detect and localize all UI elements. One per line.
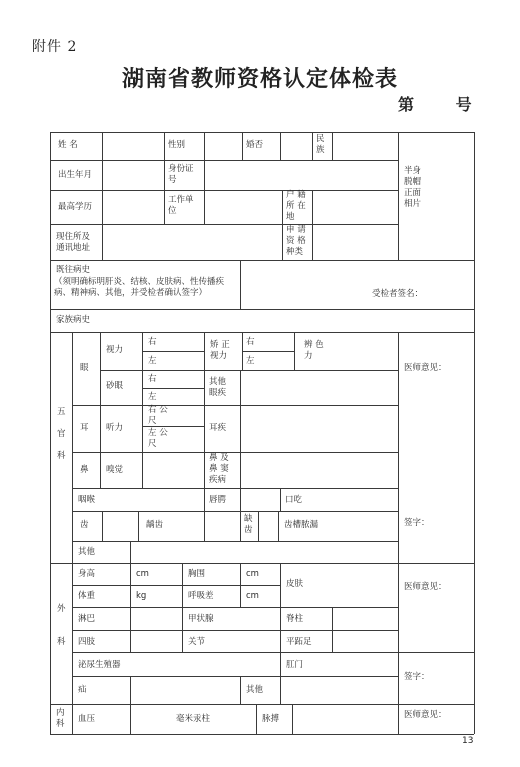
label-caries: 龋齿 [146, 520, 164, 530]
grid-line [72, 541, 398, 542]
label-doctor-opinion-facial: 医师意见： [404, 363, 447, 373]
grid-line [204, 488, 205, 511]
grid-line [240, 563, 241, 607]
grid-line [240, 452, 241, 488]
section-surgery: 外 科 [57, 604, 66, 647]
grid-line [50, 734, 474, 735]
grid-line [142, 452, 143, 488]
label-missing-teeth: 缺 齿 [244, 514, 253, 535]
grid-line [204, 511, 205, 541]
grid-line [240, 488, 241, 511]
grid-line [398, 332, 399, 734]
label-right: 右 [148, 337, 157, 347]
grid-line [282, 190, 283, 260]
label-skin: 皮肤 [286, 579, 304, 589]
label-pulse: 脉搏 [262, 714, 280, 724]
grid-line [100, 452, 101, 488]
label-photo: 半身 脱帽 正面 相片 [404, 166, 422, 209]
label-education: 最高学历 [58, 202, 93, 212]
label-breath-diff: 呼吸差 [188, 591, 214, 601]
grid-line [130, 563, 131, 652]
label-doctor-opinion-surgery: 医师意见： [404, 582, 447, 592]
label-throat: 咽喉 [78, 495, 96, 505]
label-limbs: 四肢 [78, 637, 96, 647]
grid-line [240, 511, 241, 541]
grid-line [398, 132, 399, 260]
label-anus: 肛门 [286, 660, 304, 670]
grid-line [204, 332, 205, 452]
label-household: 户 籍 所 在 地 [286, 190, 306, 222]
grid-line [72, 405, 398, 406]
grid-line [142, 388, 204, 389]
grid-line [240, 260, 241, 309]
label-lymph: 淋巴 [78, 614, 96, 624]
grid-line [72, 585, 280, 586]
label-smell: 嗅觉 [106, 465, 124, 475]
grid-line [292, 704, 293, 734]
label-joints: 关节 [188, 637, 206, 647]
label-past-history: 既往病史 [56, 265, 91, 275]
grid-line [256, 704, 257, 734]
grid-line [50, 332, 474, 333]
grid-line [278, 511, 279, 541]
grid-line [72, 630, 398, 631]
label-left: 左 [148, 356, 157, 366]
grid-line [312, 132, 313, 160]
grid-line [130, 676, 131, 704]
grid-line [72, 488, 398, 489]
grid-line [50, 132, 51, 734]
grid-line [50, 309, 474, 310]
grid-line [50, 132, 474, 133]
label-gender: 性别 [168, 140, 186, 150]
label-chest: 胸围 [188, 569, 206, 579]
grid-line [130, 704, 131, 734]
label-weight: 体重 [78, 591, 96, 601]
serial-number-label: 第 号 [398, 95, 490, 114]
past-history-note: （须明确标明肝炎、结核、皮肤病、性传播疾 病、精神病、其他，并受检者确认签字） [54, 277, 225, 298]
unit-chest-cm: cm [246, 569, 259, 579]
unit-height-cm: cm [136, 569, 149, 579]
grid-line [100, 332, 101, 452]
grid-line [102, 132, 103, 260]
grid-line [280, 563, 281, 704]
label-thyroid: 甲状腺 [188, 614, 214, 624]
label-genital: 泌尿生殖器 [78, 660, 121, 670]
section-internal: 内 科 [56, 708, 65, 729]
label-sign-surgery: 签字： [404, 672, 430, 682]
grid-line [72, 511, 398, 512]
grid-line [280, 488, 281, 511]
label-family-history: 家族病史 [56, 315, 91, 325]
label-ear: 耳 [80, 423, 89, 433]
label-cleft: 唇腭 [209, 495, 227, 505]
label-teeth: 齿 [80, 520, 89, 530]
label-eye: 眼 [80, 363, 89, 373]
grid-line [50, 704, 474, 705]
label-left-meter: 左 公 尺 [148, 428, 168, 449]
label-trachoma-left: 左 [148, 392, 157, 402]
grid-line [130, 541, 131, 563]
grid-line [312, 190, 313, 260]
label-corrected-right: 右 [246, 337, 255, 347]
grid-line [294, 332, 295, 370]
label-flatfoot: 平跖足 [286, 637, 312, 647]
label-sinus-disease: 鼻 及 鼻 窦 疾病 [209, 453, 229, 485]
label-corrected-left: 左 [246, 356, 255, 366]
grid-line [258, 511, 259, 541]
label-vision: 视力 [106, 345, 124, 355]
label-corrected-vision: 矫 正 视力 [210, 340, 230, 361]
section-facial: 五 官 科 [57, 407, 66, 461]
label-name: 姓 名 [58, 140, 78, 150]
label-marital: 婚否 [246, 140, 264, 150]
grid-line [72, 652, 474, 653]
grid-line [72, 452, 398, 453]
grid-line [204, 452, 205, 488]
grid-line [182, 563, 183, 607]
grid-line [100, 370, 398, 371]
label-id-number: 身份证 号 [168, 164, 194, 185]
grid-line [242, 332, 243, 370]
unit-weight-kg: kg [136, 591, 147, 601]
grid-line [204, 132, 205, 224]
label-other-facial: 其他 [78, 547, 96, 557]
page-number: 13 [462, 736, 474, 746]
label-other-surgery: 其他 [246, 685, 264, 695]
grid-line [332, 607, 333, 652]
unit-breath-cm: cm [246, 591, 259, 601]
label-color-vision: 辨 色 力 [304, 340, 324, 361]
attachment-label: 附件 2 [32, 39, 78, 55]
label-examinee-signature: 受检者签名： [372, 289, 424, 299]
grid-line [72, 332, 73, 734]
label-right-meter: 右 公 尺 [148, 405, 168, 426]
grid-line [240, 676, 241, 704]
grid-line [142, 332, 143, 452]
grid-line [164, 132, 165, 224]
label-sign-facial: 签字： [404, 518, 430, 528]
label-birth: 出生年月 [58, 170, 93, 180]
grid-line [474, 132, 475, 734]
label-nose: 鼻 [80, 465, 89, 475]
label-trachoma-right: 右 [148, 374, 157, 384]
label-address: 现住所及 通讯地址 [56, 232, 91, 253]
grid-line [182, 607, 183, 652]
grid-line [332, 132, 333, 160]
label-doctor-opinion-internal: 医师意见： [404, 710, 447, 720]
label-hernia: 疝 [78, 685, 87, 695]
grid-line [242, 132, 243, 160]
label-ethnicity: 民 族 [316, 134, 325, 155]
grid-line [50, 260, 474, 261]
grid-line [138, 511, 139, 541]
label-stutter: 口吃 [285, 495, 303, 505]
grid-line [72, 607, 398, 608]
label-workplace: 工作单 位 [168, 195, 194, 216]
label-apply-type: 申 请 资 格 种类 [286, 225, 306, 257]
unit-mmhg: 毫米汞柱 [176, 714, 211, 724]
grid-line [242, 351, 294, 352]
grid-line [72, 676, 398, 677]
label-other-eye: 其他 眼疾 [209, 377, 227, 398]
form-title: 湖南省教师资格认定体检表 [121, 66, 398, 92]
label-hearing: 听力 [106, 423, 124, 433]
grid-line [280, 132, 281, 160]
label-trachoma: 砂眼 [106, 381, 124, 391]
label-periodontal: 齿槽脓漏 [284, 520, 319, 530]
grid-line [50, 563, 474, 564]
grid-line [102, 511, 103, 541]
grid-line [240, 370, 241, 452]
label-ear-disease: 耳疾 [209, 423, 227, 433]
grid-line [142, 351, 204, 352]
label-height: 身高 [78, 569, 96, 579]
label-blood-pressure: 血压 [78, 714, 96, 724]
label-spine: 脊柱 [286, 614, 304, 624]
